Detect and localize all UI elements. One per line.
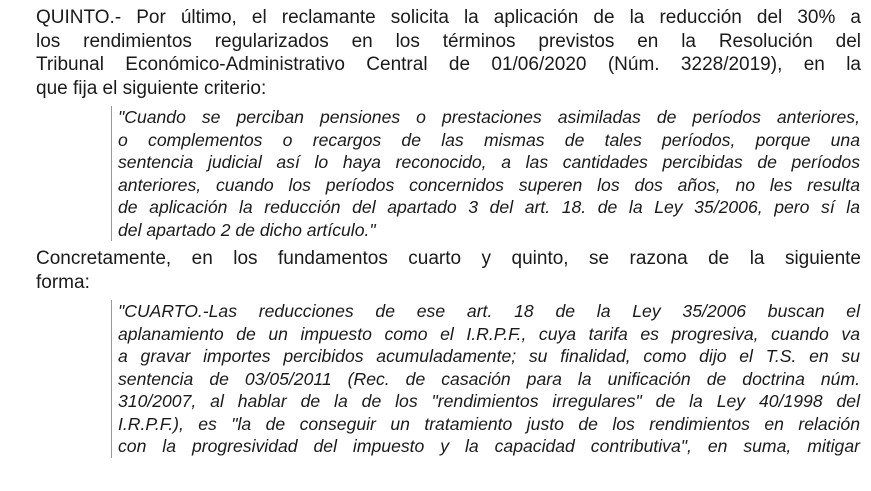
- quote-line: "CUARTO.-Las reducciones de ese art. 18 de la Ley 35/2006 buscan el: [118, 301, 860, 321]
- quoted-fundamento-cuarto: [111, 300, 860, 458]
- quote-line: sentencia judicial así lo haya reconocido, a las cantidades percibidas de períodos: [118, 152, 860, 172]
- text-line: Tribunal Económico-Administrativo Central de 01/06/2020 (Núm. 3228/2019), en la: [36, 54, 861, 75]
- document-body: [36, 6, 861, 458]
- quote-line: a gravar importes percibidos acumuladamente; su finalidad, como dijo el T.S. en su: [118, 346, 860, 366]
- quote-line: "Cuando se perciban pensiones o prestaciones asimiladas de períodos anteriores,: [118, 107, 860, 127]
- text-line: QUINTO.- Por último, el reclamante solicita la aplicación de la reducción del 30% a: [36, 7, 861, 28]
- text-line: que fija el siguiente criterio:: [36, 77, 267, 99]
- quote-line: del apartado 2 de dicho artículo.": [118, 219, 376, 240]
- text-line: forma:: [36, 271, 90, 293]
- paragraph-concretamente: [36, 247, 861, 294]
- paragraph-quinto: [36, 6, 861, 100]
- text-line: Concretamente, en los fundamentos cuarto y quinto, se razona de la siguiente: [36, 248, 861, 269]
- text-line: los rendimientos regularizados en los términos previstos en la Resolución del: [36, 30, 861, 52]
- quote-line: con la progresividad del impuesto y la capacidad contributiva", en suma, mitigar: [118, 436, 860, 456]
- quote-line: I.R.P.F.), es "la de conseguir un tratamiento justo de los rendimientos en relación: [118, 413, 860, 434]
- quote-line: 310/2007, al hablar de la de los "rendimientos irregulares" de la Ley 40/1998 del: [118, 391, 860, 411]
- quote-line: anteriores, cuando los períodos concernidos superen los dos años, no les resulta: [118, 174, 860, 195]
- quote-line: de aplicación la reducción del apartado 3 del art. 18. de la Ley 35/2006, pero sí la: [118, 197, 860, 217]
- quote-line: o complementos o recargos de las mismas de tales períodos, porque una: [118, 129, 860, 150]
- quote-line: aplanamiento de un impuesto como el I.R.P.F., cuya tarifa es progresiva, cuando va: [118, 323, 860, 344]
- quoted-criterion: [111, 106, 860, 241]
- quote-line: sentencia de 03/05/2011 (Rec. de casación para la unificación de doctrina núm.: [118, 368, 860, 389]
